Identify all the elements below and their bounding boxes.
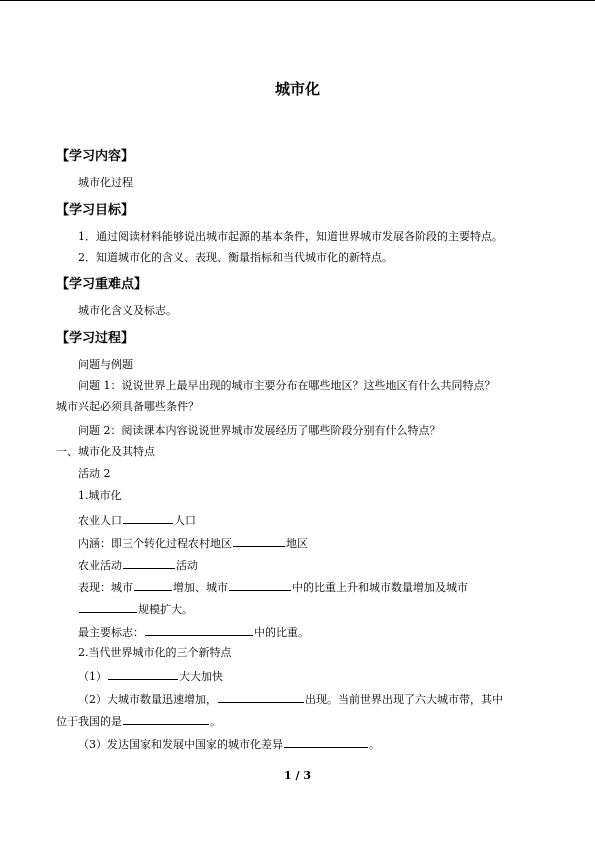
section-one-heading: 一、城市化及其特点 <box>56 445 155 458</box>
fill-text: 规模扩大。 <box>138 603 193 616</box>
fill-text: 内涵：即三个转化过程农村地区 <box>78 537 232 550</box>
fill-blank[interactable] <box>229 579 291 591</box>
fill-text: 。 <box>210 715 221 728</box>
fill-line-4 <box>78 579 468 595</box>
fill-text: 农业活动 <box>78 559 122 572</box>
fill-text: 中的比重。 <box>254 626 309 639</box>
page-title: 城市化 <box>274 80 320 98</box>
fill-blank[interactable] <box>79 601 137 613</box>
question-1: 问题 1：说说世界上最早出现的城市主要分布在哪些地区？这些地区有什么共同特点？ <box>78 379 496 392</box>
fill-text: 增加、城市 <box>173 581 228 594</box>
heading-key-points: 【学习重难点】 <box>56 277 148 292</box>
fill-text: （3）发达国家和发展中国家的城市化差异 <box>78 738 283 751</box>
fill-line-5 <box>78 601 193 617</box>
heading-content: 【学习内容】 <box>56 149 135 164</box>
goal-item-1: 1．通过阅读材料能够说出城市起源的基本条件，知道世界城市发展各阶段的主要特点。 <box>78 230 503 243</box>
fill-blank[interactable] <box>145 624 253 636</box>
activity-2: 活动 2 <box>78 467 111 480</box>
fill-line-1 <box>78 512 196 528</box>
fill-line-3 <box>78 557 198 573</box>
fill-text: 出现。当前世界出现了六大城市带，其中 <box>305 693 503 706</box>
fill-text: 大大加快 <box>179 670 223 683</box>
fill-line-6 <box>78 624 309 640</box>
goal-item-2: 2．知道城市化的含义、表现、衡量指标和当代城市化的新特点。 <box>78 251 393 264</box>
fill-text: 最主要标志： <box>78 626 144 639</box>
fill-blank[interactable] <box>284 736 368 748</box>
fill-text: （2）大城市数量迅速增加， <box>78 693 217 706</box>
fill-text: 农业人口 <box>78 514 122 527</box>
page-top-rule <box>0 0 595 1</box>
subsection-new-features: 2.当代世界城市化的三个新特点 <box>78 646 232 659</box>
content-text: 城市化过程 <box>78 176 133 189</box>
feature-3 <box>78 736 380 752</box>
question-1-cont: 城市兴起必须具备哪些条件？ <box>56 400 199 413</box>
fill-blank[interactable] <box>218 691 304 703</box>
fill-blank[interactable] <box>123 713 209 725</box>
fill-blank[interactable] <box>123 512 173 524</box>
heading-goal: 【学习目标】 <box>56 203 135 218</box>
fill-text: 地区 <box>286 537 308 550</box>
feature-2 <box>78 691 503 707</box>
fill-text: 。 <box>369 738 380 751</box>
fill-text: 表现：城市 <box>78 581 133 594</box>
subsection-urbanization: 1.城市化 <box>78 489 122 502</box>
fill-text: 位于我国的是 <box>56 715 122 728</box>
page-number: 1 / 3 <box>284 769 311 782</box>
fill-blank[interactable] <box>233 535 285 547</box>
question-2: 问题 2：阅读课本内容说说世界城市发展经历了哪些阶段分别有什么特点？ <box>78 424 441 437</box>
fill-line-2 <box>78 535 308 551</box>
feature-2-cont <box>56 713 221 729</box>
heading-process: 【学习过程】 <box>56 331 135 346</box>
feature-1 <box>78 668 223 684</box>
fill-blank[interactable] <box>108 668 178 680</box>
fill-text: 人口 <box>174 514 196 527</box>
key-points-text: 城市化含义及标志。 <box>78 304 177 317</box>
fill-blank[interactable] <box>123 557 175 569</box>
process-line-1: 问题与例题 <box>78 358 133 371</box>
fill-text: （1） <box>78 670 107 683</box>
fill-text: 活动 <box>176 559 198 572</box>
fill-text: 中的比重上升和城市数量增加及城市 <box>292 581 468 594</box>
fill-blank[interactable] <box>134 579 172 591</box>
